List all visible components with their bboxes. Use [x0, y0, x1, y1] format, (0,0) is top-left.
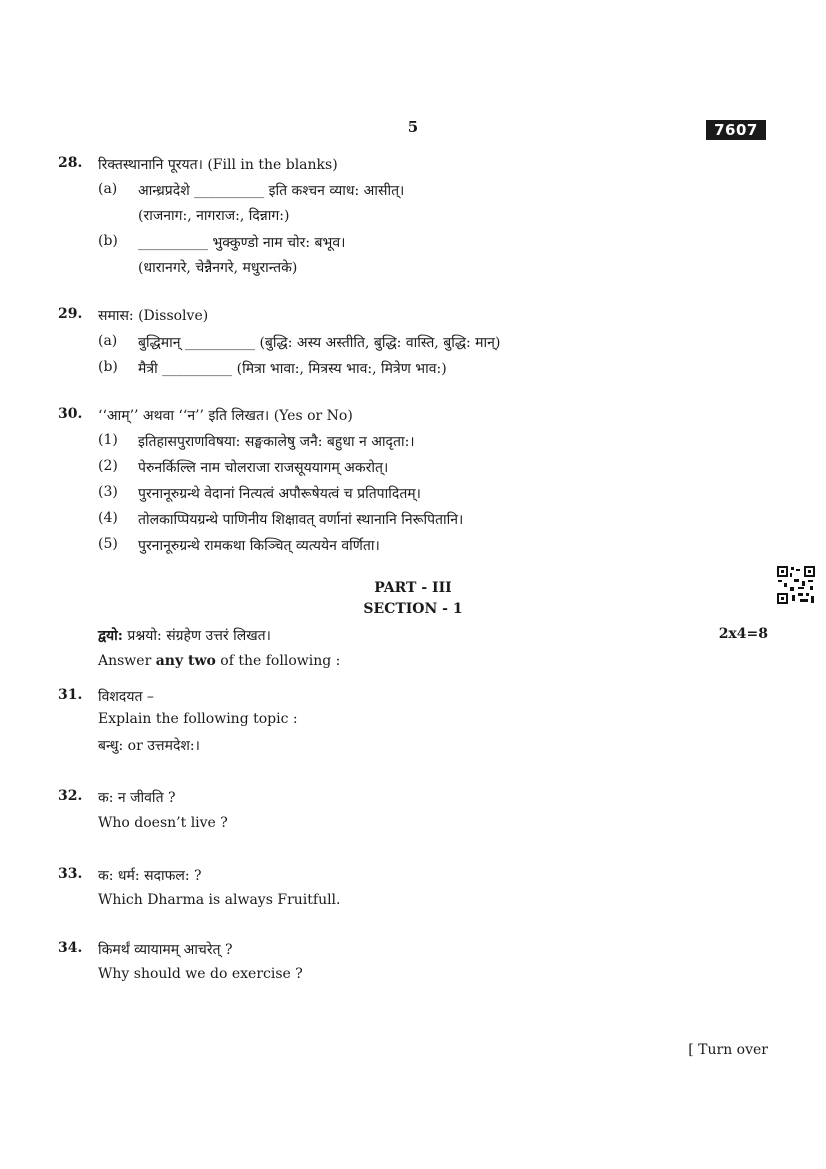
question-line: Which Dharma is always Fruitfull. [98, 892, 341, 908]
paper-code-badge: 7607 [706, 120, 766, 140]
item-label: (5) [98, 536, 118, 552]
instruction-bold: द्वयो: [98, 628, 123, 644]
instruction-rest: प्रश्नयो: संग्रहेण उत्तरं लिखत। [122, 628, 271, 644]
question-number: 29. [58, 306, 83, 322]
page-number: 5 [407, 118, 419, 136]
option-text: मैत्री __________ (मित्रा भावा:, मित्रस्य भाव:, मित्रेण भाव:) [138, 361, 447, 377]
part-title: PART - III [374, 580, 452, 596]
question-line: क: न जीवति ? [98, 790, 176, 806]
item-label: (1) [98, 432, 118, 448]
question-line: बन्धु: or उत्तमदेश:। [98, 738, 200, 754]
question-number: 34. [58, 940, 83, 956]
item-label: (2) [98, 458, 118, 474]
option-choices: (राजनाग:, नागराज:, दिन्नाग:) [138, 208, 290, 224]
question-number: 31. [58, 687, 83, 703]
answer-bold: any two [155, 653, 216, 669]
section-instruction [98, 626, 271, 645]
section-title: SECTION - 1 [363, 601, 463, 617]
question-line: क: धर्म: सदाफल: ? [98, 868, 202, 884]
question-line: किमर्थं व्यायामम् आचरेत् ? [98, 942, 233, 958]
option-text: आन्ध्रप्रदेशे __________ इति कश्चन व्याध: आसीत्। [138, 183, 405, 199]
item-text: पुरनानूरुग्रन्थे वेदानां नित्यत्वं अपौरूषेयत्वं च प्रतिपादितम्। [138, 486, 421, 502]
item-text: इतिहासपुराणविषया: सङ्घकालेषु जनै: बहुधा न आदृता:। [138, 434, 415, 450]
option-text: बुद्धिमान् __________ (बुद्धि: अस्य अस्तीति, बुद्धि: वास्ति, बुद्धि: मान्) [138, 335, 501, 351]
option-label: (a) [98, 333, 118, 349]
item-label: (4) [98, 510, 118, 526]
question-line: Why should we do exercise ? [98, 966, 303, 982]
item-text: पेरुनर्किल्लि नाम चोलराजा राजसूययागम् अकरोत्। [138, 460, 389, 476]
answer-instruction [98, 653, 340, 669]
option-label: (b) [98, 359, 118, 375]
question-number: 28. [58, 155, 83, 171]
item-text: पुरनानूरुग्रन्थे रामकथा किञ्चित् व्यत्ययेन वर्णिता। [138, 538, 380, 554]
option-label: (b) [98, 233, 118, 249]
answer-prefix: Answer [98, 653, 156, 669]
item-label: (3) [98, 484, 118, 500]
question-number: 33. [58, 866, 83, 882]
question-line: Who doesn’t live ? [98, 815, 228, 831]
question-number: 30. [58, 406, 83, 422]
option-text: __________ भुक्कुण्डो नाम चोर: बभूव। [138, 235, 346, 251]
question-line: विशदयत – [98, 689, 154, 705]
question-title: समास: (Dissolve) [98, 308, 209, 324]
answer-suffix: of the following : [215, 653, 341, 669]
item-text: तोलकाप्पियग्रन्थे पाणिनीय शिक्षावत् वर्णानां स्थानानि निरूपितानि। [138, 512, 464, 528]
marks-allocation: 2x4=8 [718, 626, 768, 642]
option-label: (a) [98, 181, 118, 197]
question-number: 32. [58, 788, 83, 804]
turn-over-note: [ Turn over [688, 1042, 768, 1058]
question-title: रिक्तस्थानानि पूरयत। (Fill in the blanks) [98, 157, 338, 173]
option-choices: (धारानगरे, चेन्नैनगरे, मधुरान्तके) [138, 260, 298, 276]
question-line: Explain the following topic : [98, 711, 298, 727]
question-title: ‘‘आम्’’ अथवा ‘‘न’’ इति लिखत। (Yes or No) [98, 408, 353, 424]
